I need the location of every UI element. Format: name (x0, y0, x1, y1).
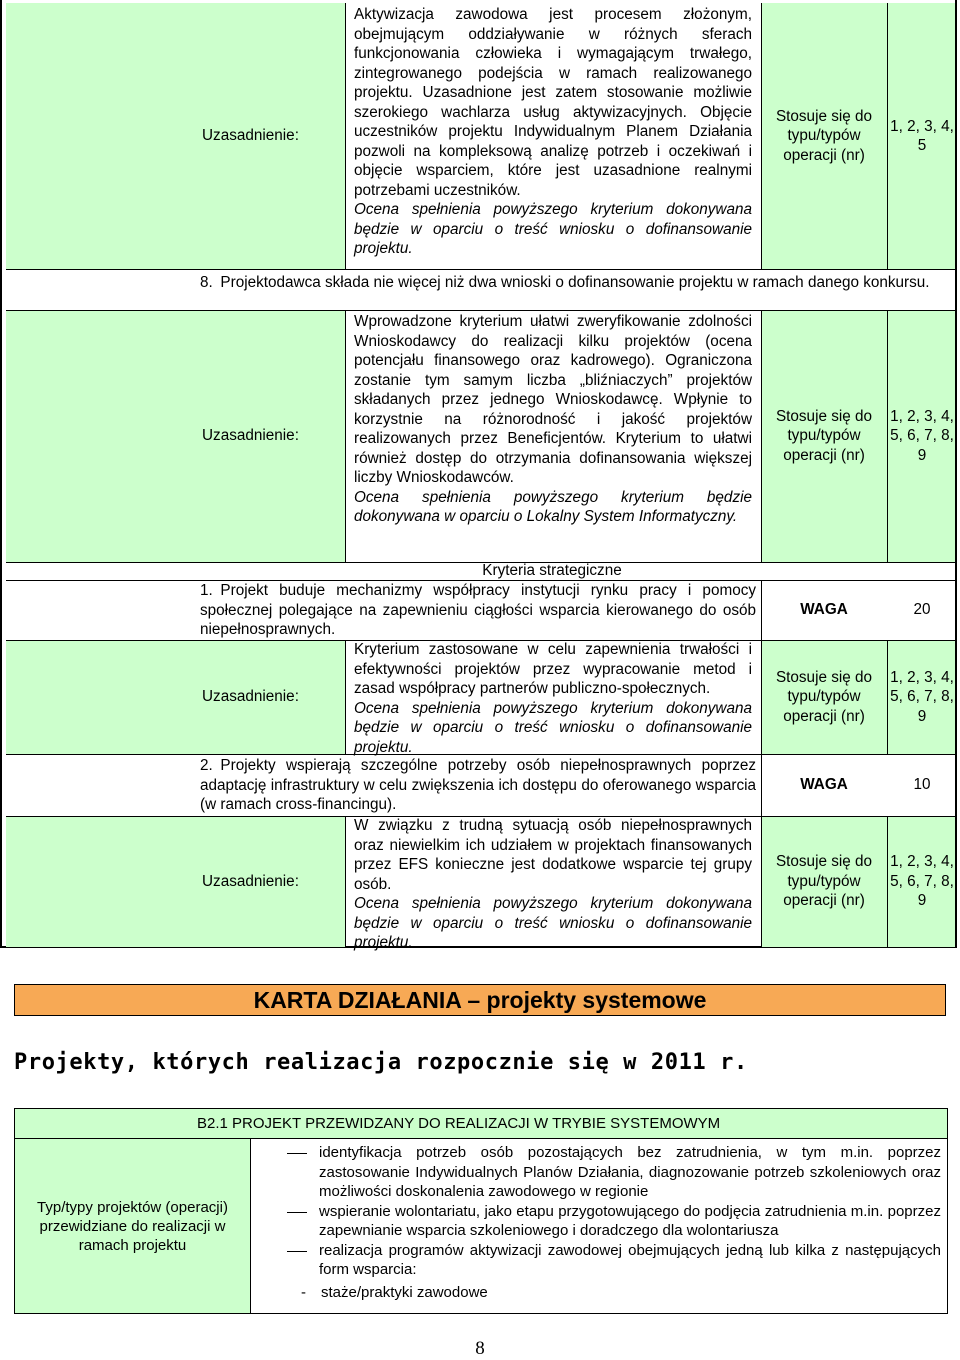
dash-bullet-icon (251, 1143, 319, 1202)
list-item (251, 1241, 947, 1280)
justification-text (346, 5, 758, 259)
dash-bullet-icon (251, 1241, 319, 1280)
applies-to-operations: Stosuje się do typu/typów operacji (nr) (775, 107, 873, 164)
operation-numbers: 1, 2, 3, 4, 5, 6, 7, 8, 9 (890, 407, 954, 464)
strategic-criteria-heading: Kryteria strategiczne (482, 562, 622, 579)
project-types-label: Typ/typy projektów (operacji) przewidziane do realizacji w ramach projektu (15, 1139, 251, 1313)
list-item (251, 1202, 947, 1241)
sub-list-item: - staże/praktyki zawodowe (301, 1283, 488, 1301)
weight-label: WAGA (800, 601, 848, 618)
assessment-note: Ocena spełnienia powyższego kryterium dokonywana będzie w oparciu o treść wniosku o dofinansowanie projektu. (354, 699, 752, 756)
strategic-criterion-1: 1. Projekt buduje mechanizmy współpracy instytucji rynku pracy i pomocy społecznej polegające na zapewnieniu ciągłości wsparcia kierowanego do osób niepełnosprawnych. (200, 582, 756, 638)
list-item-text: realizacja programów aktywizacji zawodowej obejmujących jedną lub kilka z następujących form wsparcia: (319, 1241, 941, 1278)
divider (6, 269, 955, 270)
justification-label: Uzasadnienie: (202, 872, 299, 890)
justification-text (346, 816, 758, 953)
systemic-project-header: B2.1 PROJEKT PRZEWIDZANY DO REALIZACJI W TRYBIE SYSTEMOWYM (15, 1109, 947, 1139)
applies-to-operations: Stosuje się do typu/typów operacji (nr) (775, 853, 873, 910)
weight-value: 10 (913, 776, 931, 793)
weight-label: WAGA (800, 776, 848, 793)
assessment-note: Ocena spełnienia powyższego kryterium będzie dokonywana w oparciu o Lokalny System Informatyczny. (354, 488, 752, 525)
strategic-criterion-2: 2. Projekty wspierają szczególne potrzeby osób niepełnosprawnych poprzez adaptację infrastruktury w celu zwiększenia ich dostępu do oferowanego wsparcia (w ramach cross-financingu). (200, 757, 756, 813)
operation-numbers: 1, 2, 3, 4, 5 (890, 117, 954, 154)
justification-body: Kryterium zastosowane w celu zapewnienia trwałości i efektywności projektów przez wypracowanie metod i zasad współpracy partnerów publiczno-społecznych. (354, 641, 752, 697)
systemic-project-table (14, 1108, 948, 1314)
justification-body: Wprowadzone kryterium ułatwi zweryfikowanie zdolności Wnioskodawcy do realizacji kilku projektów (ocena potencjału finansowego oraz kadrowego). Ograniczona zostanie tym samym liczba „bliźniaczych” projektów składanych przez jednego Wnioskodawcę. Wpłynie to korzystnie na różnorodność i jakość projektów realizowanych przez Beneficjentów. Kryterium to ułatwi również dostęp do otrzymania dofinansowania większej liczby Wnioskodawców. (354, 313, 752, 486)
weight-value: 20 (913, 601, 931, 618)
page-number: 8 (475, 1338, 485, 1359)
justification-label: Uzasadnienie: (202, 688, 299, 705)
dash-bullet-icon (251, 1202, 319, 1241)
list-item-text: wspieranie wolontariatu, jako etapu przygotowującego do podjęcia zatrudnienia m.in. poprzez zapewnianie wsparcia szkoleniowego i doradczego dla wolontariusza (319, 1202, 941, 1239)
assessment-note: Ocena spełnienia powyższego kryterium dokonywana będzie w oparciu o treść wniosku o dofinansowanie projektu. (354, 201, 752, 257)
justification-text (346, 312, 758, 527)
action-card-heading: KARTA DZIAŁANIA – projekty systemowe (14, 984, 946, 1016)
project-types-list (251, 1139, 947, 1302)
justification-body: Aktywizacja zawodowa jest procesem złożonym, obejmującym oddziaływanie w różnych sferach funkcjonowania człowieka i wymagającym trwałego, zintegrowanego podejścia w ramach realizowanego projektu. Uzasadnione jest zatem stosowanie możliwie szerokiego wachlarza usług aktywizacyjnych. Objęcie uczestników projektu Indywidualnym Planem Działania pozwoli na kompleksową analizę potrzeb i oczekiwań i objęcie wsparciem, które jest uzasadnione realnymi potrzebami uczestników. (354, 6, 752, 199)
applies-to-operations: Stosuje się do typu/typów operacji (nr) (775, 407, 873, 464)
justification-body: W związku z trudną sytuacją osób niepełnosprawnych oraz niewielkim ich udziałem w projektach finansowanych przez EFS konieczne jest dodatkowe wsparcie tej grupy osób. (354, 817, 752, 893)
assessment-note: Ocena spełnienia powyższego kryterium dokonywana będzie w oparciu o treść wniosku o dofinansowanie projektu. (354, 895, 752, 951)
list-item-text: identyfikacja potrzeb osób pozostających bez zatrudnienia, w tym m.in. poprzez zastosowanie Indywidualnych Planów Działania, diagnozowanie potrzeb szkoleniowych oraz możliwości doskonalenia zawodowego w regionie (319, 1144, 941, 1200)
operation-numbers: 1, 2, 3, 4, 5, 6, 7, 8, 9 (890, 668, 954, 725)
list-item (251, 1143, 947, 1202)
criterion-8: 8. Projektodawca składa nie więcej niż dwa wnioski o dofinansowanie projektu w ramach danego konkursu. (200, 274, 930, 291)
justification-label: Uzasadnienie: (202, 427, 299, 444)
section-subtitle: Projekty, których realizacja rozpocznie się w 2011 r. (14, 1050, 748, 1075)
justification-label: Uzasadnienie: (202, 127, 299, 144)
applies-to-operations: Stosuje się do typu/typów operacji (nr) (775, 668, 873, 725)
operation-numbers: 1, 2, 3, 4, 5, 6, 7, 8, 9 (890, 853, 954, 910)
justification-text (346, 640, 758, 757)
